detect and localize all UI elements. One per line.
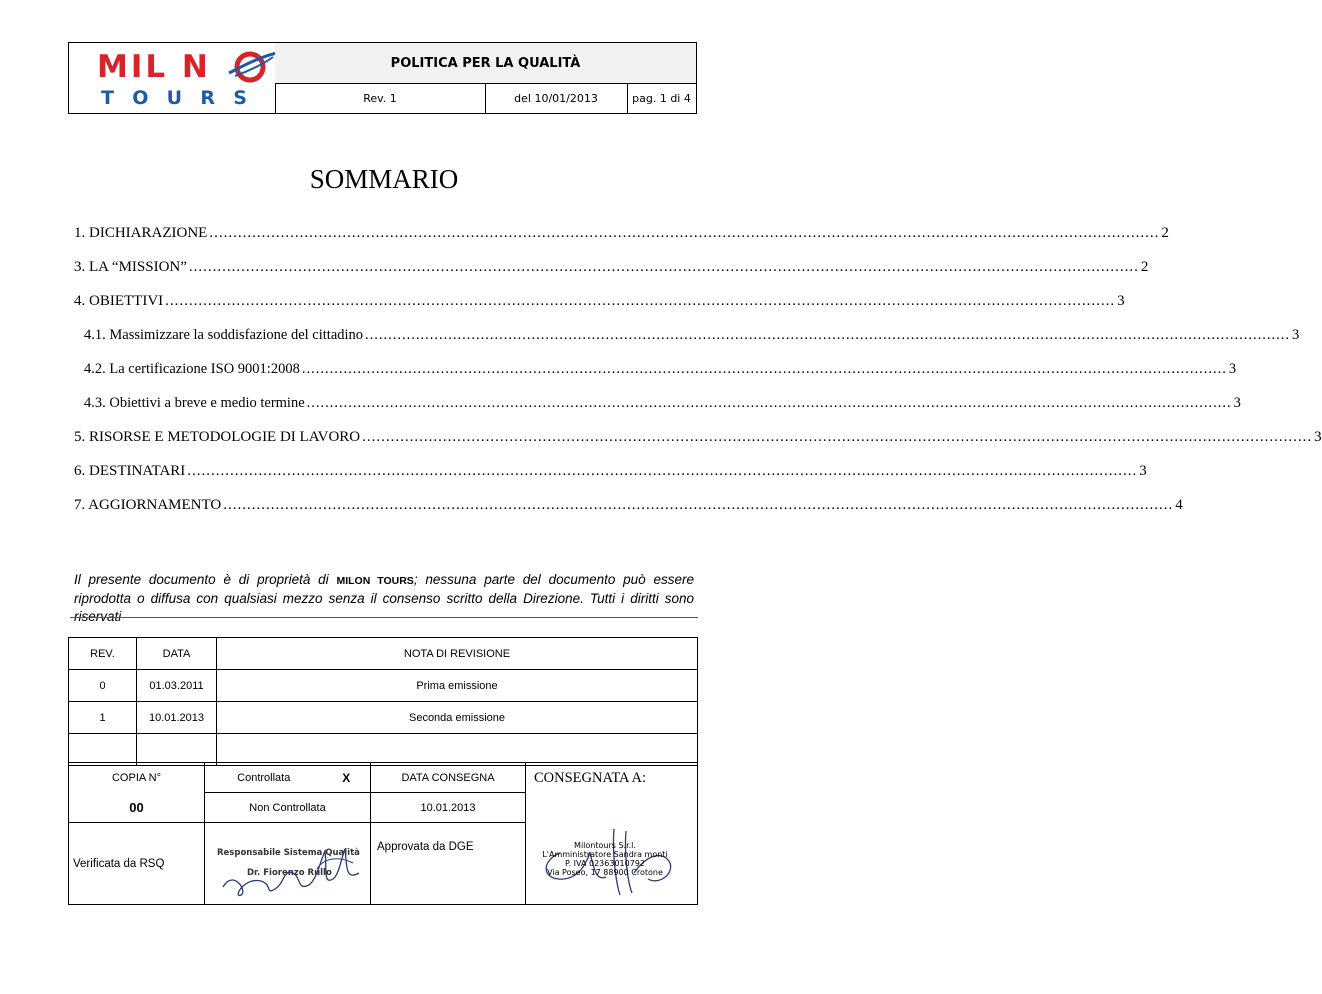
toc-entry[interactable] (74, 259, 1149, 281)
logo-bottom-text (101, 89, 247, 108)
table-row (69, 823, 698, 905)
disclaimer-text: ; nessuna parte del documento può essere riprodotta o diffusa con qualsiasi mezzo senza il consenso scritto della Direzione. Tutti i diritti sono riservati (74, 572, 695, 624)
toc-entry[interactable] (74, 327, 1300, 349)
toc-leader-dots: ........................................................................................................................................................................................................ (362, 429, 1313, 445)
document-header (68, 42, 697, 114)
toc-entry-page: 3 (1228, 361, 1237, 377)
toc-title: SOMMARIO (309, 164, 459, 194)
controllata-label: Controllata (205, 763, 323, 793)
table-cell: Prima emissione (217, 670, 698, 702)
toc-entry-label: 4.1. Massimizzare la soddisfazione del cittadino (84, 327, 364, 343)
logo-top-text: MIL N (97, 49, 211, 85)
table-row (69, 670, 698, 702)
table-row (69, 702, 698, 734)
toc-entry[interactable] (74, 463, 1147, 485)
rsq-signature-cell (205, 823, 371, 905)
dge-signature-cell (526, 823, 698, 905)
toc-leader-dots: ........................................................................................................................................................................................................ (187, 463, 1138, 479)
logo-letter: U (166, 87, 183, 109)
page-number: pag. 1 di 4 (632, 91, 691, 105)
logo-letter: O (132, 87, 149, 109)
toc-entry-label: 6. DESTINATARI (74, 463, 186, 479)
revision-number: Rev. 1 (275, 83, 486, 113)
revision-date: del 10/01/2013 (485, 83, 628, 113)
document-title: POLITICA PER LA QUALITÀ (275, 43, 696, 84)
table-row (69, 734, 698, 766)
approvata-label: Approvata da DGE (371, 823, 526, 905)
non-controllata-label: Non Controllata (205, 793, 371, 823)
table-header-row (69, 638, 698, 670)
consegnata-label: CONSEGNATA A: (526, 763, 698, 823)
disclaimer-brand: MILON TOURS (336, 575, 414, 587)
copia-value: 00 (69, 793, 205, 823)
table-cell (137, 734, 217, 766)
stamp-line: Milontours S.r.l. (574, 840, 636, 850)
revision-table (68, 637, 698, 766)
table-header: NOTA DI REVISIONE (217, 638, 698, 670)
toc-leader-dots: ........................................................................................................................................................................................................ (165, 293, 1116, 309)
toc-leader-dots: ........................................................................................................................................................................................................ (365, 327, 1291, 343)
toc-entry-label: 7. AGGIORNAMENTO (74, 497, 222, 513)
table-cell (69, 734, 137, 766)
stamp-line: P. IVA 02363010792 (565, 858, 645, 868)
toc-entry-page: 2 (1161, 225, 1169, 241)
table-cell (217, 734, 698, 766)
logo-letter: S (233, 87, 247, 109)
toc-entry-label: 5. RISORSE E METODOLOGIE DI LAVORO (74, 429, 361, 445)
toc-entry-label: 4.3. Obiettivi a breve e medio termine (84, 395, 305, 411)
table-cell: Seconda emissione (217, 702, 698, 734)
stamp-line: L'Amministratore Sandra monti (542, 849, 668, 859)
data-consegna-label: DATA CONSEGNA (371, 763, 526, 793)
rsq-signature-icon (213, 829, 373, 903)
toc-entry[interactable] (74, 361, 1237, 383)
toc-entry-page: 2 (1140, 259, 1149, 275)
toc-entry[interactable] (74, 225, 1169, 247)
table-cell: 01.03.2011 (137, 670, 217, 702)
table-row (69, 763, 698, 793)
toc-entry-page: 3 (1139, 463, 1147, 479)
logo-letter: T (101, 87, 114, 109)
table-header: DATA (137, 638, 217, 670)
stamp-line: Via Poseo, 17 88900 Crotone (547, 867, 663, 877)
table-header: REV. (69, 638, 137, 670)
disclaimer-text: Il presente documento è di proprietà di (74, 572, 337, 587)
toc-entry-page: 3 (1233, 395, 1241, 411)
toc-entry[interactable] (74, 497, 1183, 519)
toc-leader-dots: ........................................................................................................................................................................................................ (301, 361, 1227, 377)
toc-entry[interactable] (74, 429, 1322, 451)
table-cell: 1 (69, 702, 137, 734)
toc-entry-label: 1. DICHIARAZIONE (74, 225, 208, 241)
toc-leader-dots: ........................................................................................................................................................................................................ (188, 259, 1139, 275)
table-of-contents (74, 225, 1322, 531)
verificata-label: Verificata da RSQ (69, 823, 205, 905)
toc-entry-page: 3 (1117, 293, 1125, 309)
data-consegna-value: 10.01.2013 (371, 793, 526, 823)
toc-leader-dots: ........................................................................................................................................................................................................ (306, 395, 1232, 411)
logo-letter: R (200, 87, 215, 109)
toc-leader-dots: ........................................................................................................................................................................................................ (223, 497, 1174, 513)
table-cell: 0 (69, 670, 137, 702)
controllata-mark: X (323, 763, 371, 793)
toc-leader-dots: ........................................................................................................................................................................................................ (209, 225, 1160, 241)
stamp-title: Responsabile Sistema Qualità (217, 848, 360, 858)
copia-label: COPIA N° (69, 763, 205, 793)
toc-entry[interactable] (74, 293, 1125, 315)
toc-entry-page: 3 (1314, 429, 1322, 445)
toc-entry-label: 4. OBIETTIVI (74, 293, 164, 309)
dge-stamp (540, 841, 670, 877)
toc-entry-label: 3. LA “MISSION” (74, 259, 187, 275)
toc-entry-page: 4 (1175, 497, 1183, 513)
stamp-name: Dr. Fiorenzo Rullo (247, 868, 332, 878)
milon-tours-logo (69, 43, 276, 113)
toc-entry[interactable] (74, 395, 1241, 417)
table-cell: 10.01.2013 (137, 702, 217, 734)
divider (70, 617, 698, 618)
delivery-table (68, 762, 698, 905)
toc-entry-page: 3 (1292, 327, 1300, 343)
toc-entry-label: 4.2. La certificazione ISO 9001:2008 (84, 361, 300, 377)
